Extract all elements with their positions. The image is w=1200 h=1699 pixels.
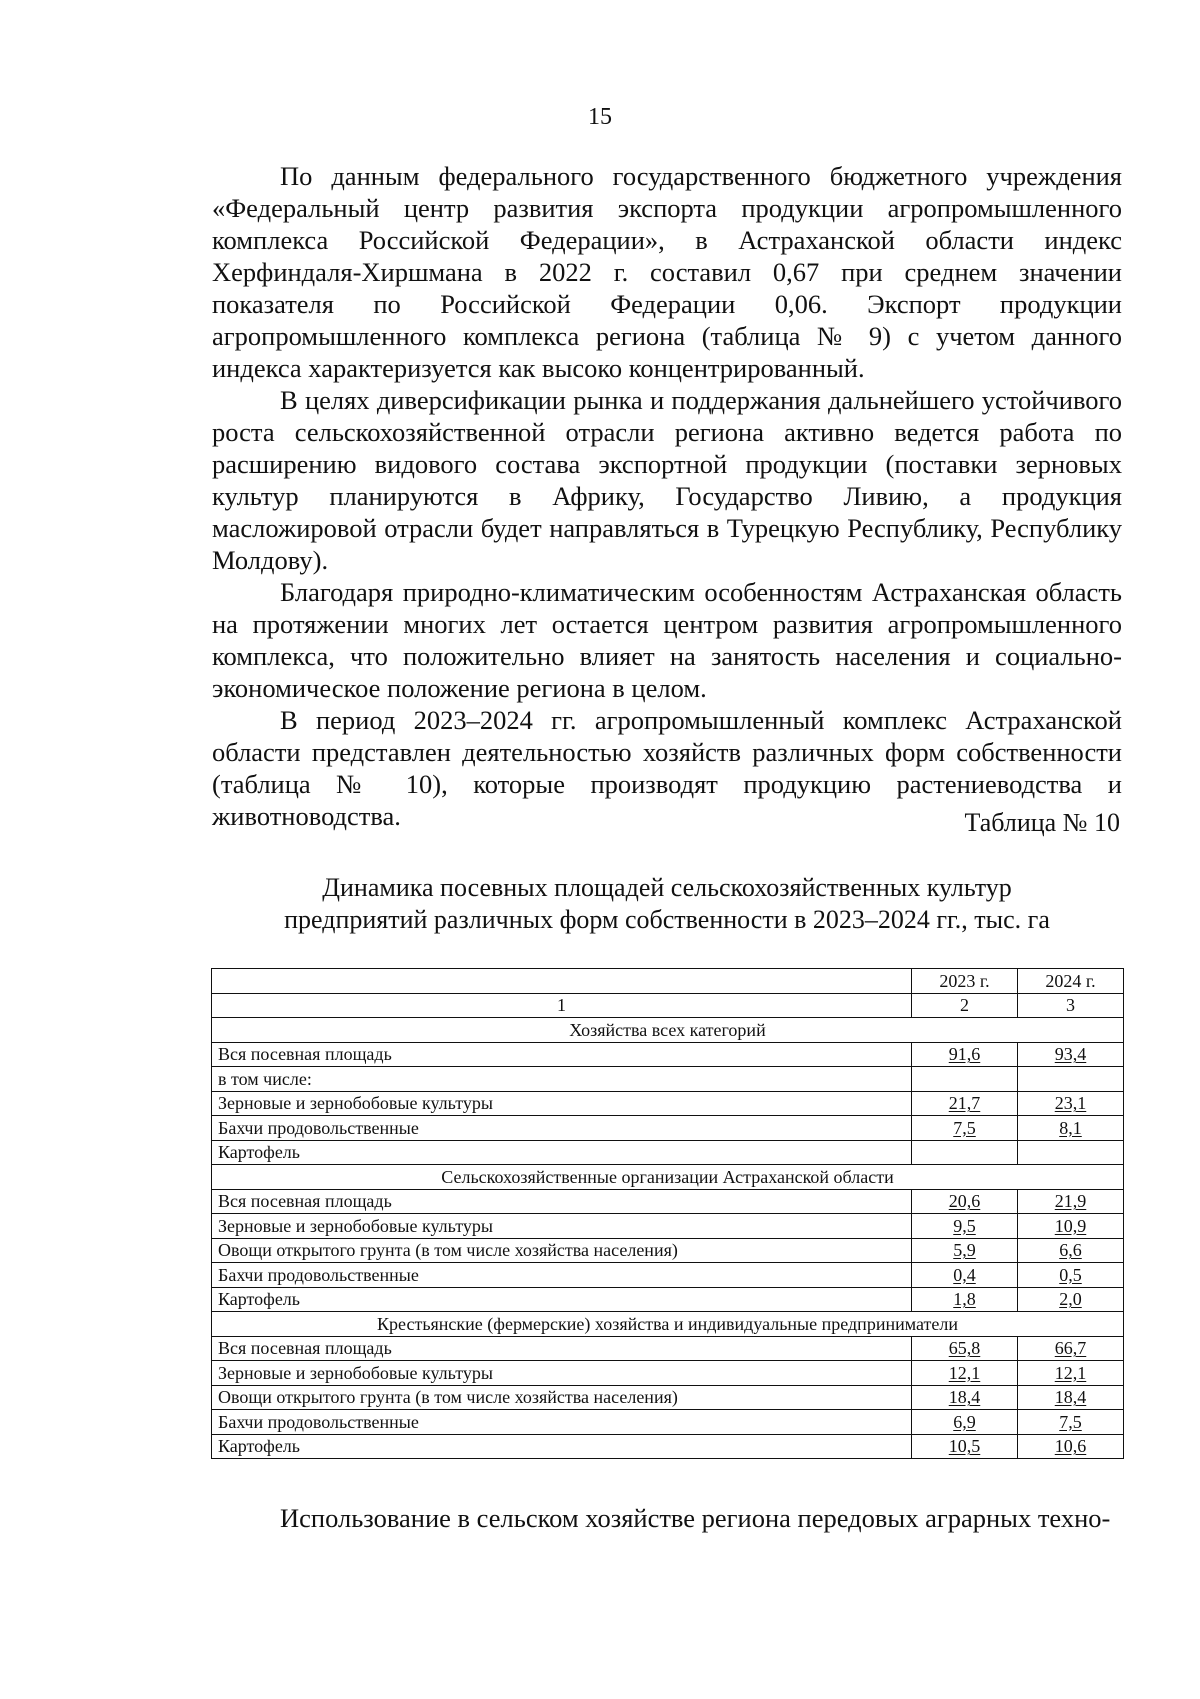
row-label: Картофель (212, 1287, 912, 1312)
page-number: 15 (588, 104, 612, 130)
value-2024 (1018, 1263, 1124, 1288)
value-2024 (1018, 1091, 1124, 1116)
table-title-line-1: Динамика посевных площадей сельскохозяйственных культур (322, 873, 1012, 902)
table-header-row (212, 969, 1124, 994)
table-row (212, 1067, 1124, 1092)
value-text: 10,9 (1054, 1215, 1087, 1236)
row-label: Картофель (212, 1434, 912, 1459)
header-cell-1 (212, 969, 912, 994)
sown-area-table (211, 968, 1124, 1459)
value-2023 (912, 1042, 1018, 1067)
numbering-cell-1: 1 (212, 993, 912, 1018)
value-2024 (1018, 1434, 1124, 1459)
value-2024 (1018, 1214, 1124, 1239)
value-text: 65,8 (948, 1338, 981, 1359)
value-text: 5,9 (953, 1240, 976, 1261)
table-section-row (212, 1165, 1124, 1190)
table-numbering-row (212, 993, 1124, 1018)
value-2023 (912, 1214, 1018, 1239)
row-label: Вся посевная площадь (212, 1336, 912, 1361)
table-title (212, 872, 1122, 936)
value-2023 (912, 1140, 1018, 1165)
value-2023 (912, 1410, 1018, 1435)
paragraph-2: В целях диверсификации рынка и поддержания дальнейшего устойчивого роста сельскохозяйственной отрасли региона активно ведется работа по расширению видового состава экспортной продукции (поставки зерновых культур планируются в Африку, Государство Ливию, а продукция масложировой отрасли будет направляться в Турецкую Республику, Республику Молдову). (212, 385, 1122, 575)
value-text: 1,8 (953, 1289, 976, 1310)
value-text: 0,5 (1059, 1264, 1082, 1285)
row-label: Бахчи продовольственные (212, 1410, 912, 1435)
value-text: 6,9 (953, 1411, 976, 1432)
table-row (212, 1361, 1124, 1386)
value-2023 (912, 1067, 1018, 1092)
continuation-line: Использование в сельском хозяйстве региона передовых аграрных техно- (280, 1503, 1111, 1533)
value-2023 (912, 1336, 1018, 1361)
table-row (212, 1410, 1124, 1435)
value-2024 (1018, 1067, 1124, 1092)
body-text (212, 160, 1122, 832)
value-2023 (912, 1238, 1018, 1263)
value-text: 23,1 (1054, 1093, 1087, 1114)
value-2024 (1018, 1042, 1124, 1067)
value-2024 (1018, 1189, 1124, 1214)
value-2024 (1018, 1385, 1124, 1410)
table-row (212, 1287, 1124, 1312)
table-row (212, 1385, 1124, 1410)
value-text: 0,4 (953, 1264, 976, 1285)
table-row (212, 1263, 1124, 1288)
value-text: 18,4 (948, 1387, 981, 1408)
value-2024 (1018, 1287, 1124, 1312)
paragraph-1: По данным федерального государственного бюджетного учреждения «Федеральный центр развития экспорта продукции агропромышленного комплекса Российской Федерации», в Астраханской области индекс Херфиндаля-Хиршмана в 2022 г. составил 0,67 при среднем значении показателя по Российской Федерации 0,06. Экспорт продукции агропромышленного комплекса региона (таблица № 9) с учетом данного индекса характеризуется как высоко концентрированный. (212, 161, 1122, 383)
table-row (212, 1140, 1124, 1165)
value-2024 (1018, 1238, 1124, 1263)
value-2024 (1018, 1410, 1124, 1435)
value-text: 18,4 (1054, 1387, 1087, 1408)
value-text: 21,7 (948, 1093, 981, 1114)
value-text: 7,5 (1059, 1411, 1082, 1432)
table-row (212, 1116, 1124, 1141)
value-2023 (912, 1116, 1018, 1141)
table-row (212, 1434, 1124, 1459)
value-text: 20,6 (948, 1191, 981, 1212)
value-2024 (1018, 1116, 1124, 1141)
value-text: 8,1 (1059, 1117, 1082, 1138)
paragraph-4: В период 2023–2024 гг. агропромышленный комплекс Астраханской области представлен деятельностью хозяйств различных форм собственности (таблица № 10), которые производят продукцию растениеводства и животноводства. (212, 705, 1122, 831)
value-text: 7,5 (953, 1117, 976, 1138)
row-label: в том числе: (212, 1067, 912, 1092)
value-text: 10,5 (948, 1436, 981, 1457)
table-body (212, 969, 1124, 1459)
table-section-row (212, 1018, 1124, 1043)
row-label: Бахчи продовольственные (212, 1116, 912, 1141)
row-label: Вся посевная площадь (212, 1042, 912, 1067)
value-2023 (912, 1434, 1018, 1459)
section-title: Сельскохозяйственные организации Астраханской области (212, 1165, 1124, 1190)
paragraph-3: Благодаря природно-климатическим особенностям Астраханская область на протяжении многих лет остается центром развития агропромышленного комплекса, что положительно влияет на занятость населения и социально-экономическое положение региона в целом. (212, 577, 1122, 703)
value-text: 91,6 (948, 1044, 981, 1065)
value-text: 66,7 (1054, 1338, 1087, 1359)
table-label: Таблица № 10 (964, 808, 1120, 837)
section-title: Хозяйства всех категорий (212, 1018, 1124, 1043)
row-label: Зерновые и зернобобовые культуры (212, 1091, 912, 1116)
numbering-cell-3: 3 (1018, 993, 1124, 1018)
table-section-row (212, 1312, 1124, 1337)
value-text: 2,0 (1059, 1289, 1082, 1310)
table-row (212, 1336, 1124, 1361)
header-cell-2024: 2024 г. (1018, 969, 1124, 994)
table-row (212, 1238, 1124, 1263)
table-row (212, 1091, 1124, 1116)
table-row (212, 1042, 1124, 1067)
header-cell-2023: 2023 г. (912, 969, 1018, 994)
value-2023 (912, 1385, 1018, 1410)
table-title-line-2: предприятий различных форм собственности в 2023–2024 гг., тыс. га (284, 905, 1050, 934)
value-text: 21,9 (1054, 1191, 1087, 1212)
value-2023 (912, 1287, 1018, 1312)
value-text: 6,6 (1059, 1240, 1082, 1261)
value-text: 10,6 (1054, 1436, 1087, 1457)
value-2024 (1018, 1336, 1124, 1361)
value-2023 (912, 1361, 1018, 1386)
numbering-cell-2: 2 (912, 993, 1018, 1018)
value-text: 93,4 (1054, 1044, 1087, 1065)
row-label: Картофель (212, 1140, 912, 1165)
section-title: Крестьянские (фермерские) хозяйства и индивидуальные предприниматели (212, 1312, 1124, 1337)
value-2024 (1018, 1140, 1124, 1165)
value-text: 9,5 (953, 1215, 976, 1236)
row-label: Бахчи продовольственные (212, 1263, 912, 1288)
table-row (212, 1214, 1124, 1239)
value-2023 (912, 1091, 1018, 1116)
row-label: Зерновые и зернобобовые культуры (212, 1214, 912, 1239)
row-label: Зерновые и зернобобовые культуры (212, 1361, 912, 1386)
value-2023 (912, 1189, 1018, 1214)
row-label: Вся посевная площадь (212, 1189, 912, 1214)
table-row (212, 1189, 1124, 1214)
value-text: 12,1 (1054, 1362, 1087, 1383)
value-text: 12,1 (948, 1362, 981, 1383)
value-2023 (912, 1263, 1018, 1288)
value-2024 (1018, 1361, 1124, 1386)
row-label: Овощи открытого грунта (в том числе хозяйства населения) (212, 1385, 912, 1410)
row-label: Овощи открытого грунта (в том числе хозяйства населения) (212, 1238, 912, 1263)
